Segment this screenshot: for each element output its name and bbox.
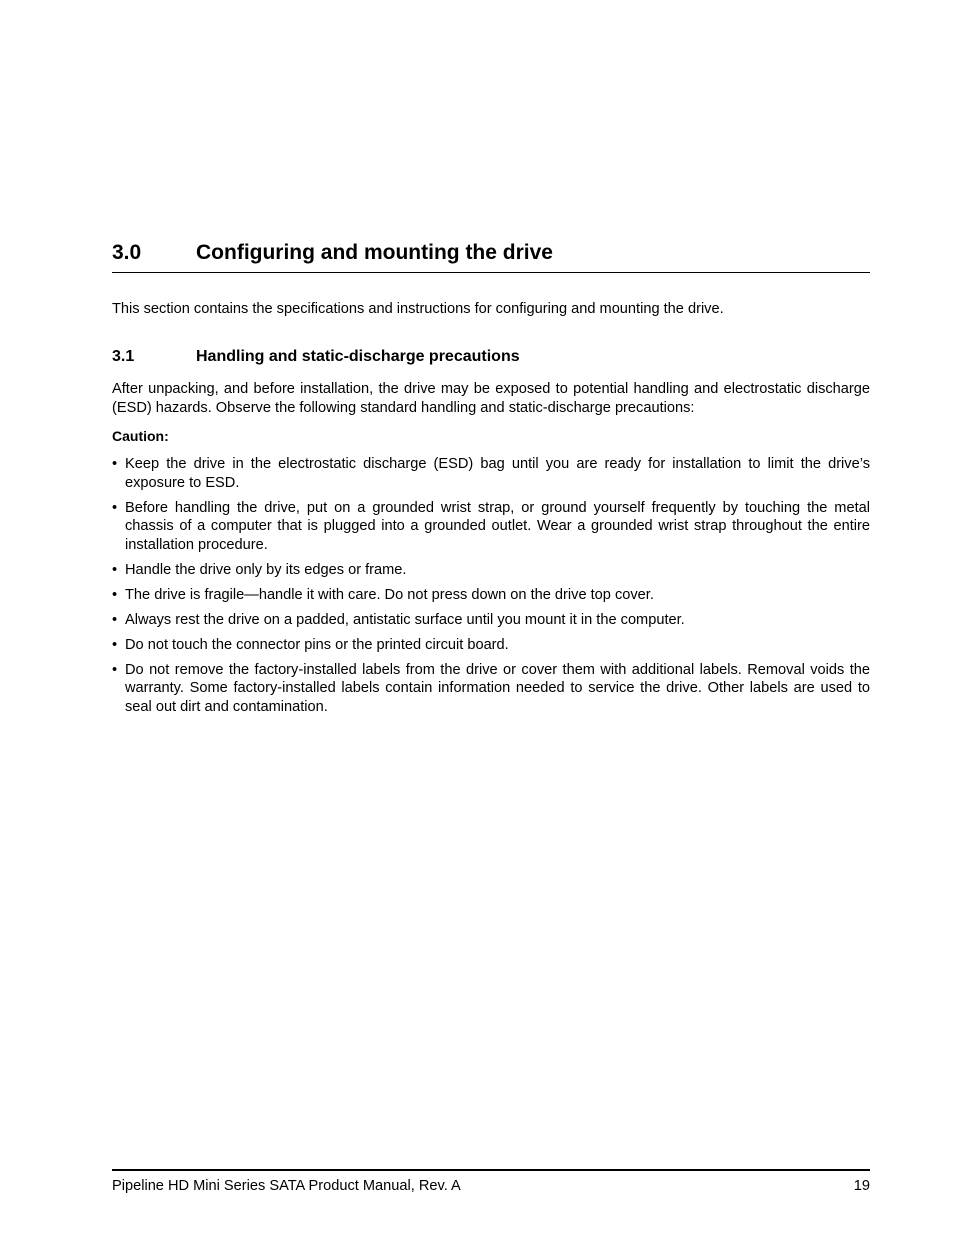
- list-item: [112, 611, 870, 630]
- list-item: [112, 499, 870, 555]
- list-item-text: The drive is fragile—handle it with care. Do not press down on the drive top cover.: [125, 586, 654, 603]
- intro-paragraph: This section contains the specifications and instructions for configuring and mounting the drive.: [112, 301, 724, 317]
- bullet-icon: •: [112, 586, 118, 603]
- bullet-icon: •: [112, 561, 118, 578]
- section-number: 3.0: [112, 241, 142, 264]
- bullet-icon: •: [112, 636, 118, 653]
- bullet-icon: •: [112, 456, 118, 472]
- document-page: [112, 0, 870, 1235]
- list-item: [112, 586, 870, 605]
- list-item-text: Do not touch the connector pins or the printed circuit board.: [125, 636, 509, 653]
- precautions-paragraph: After unpacking, and before installation, the drive may be exposed to potential handling and electrostatic discharge (ESD) hazards. Observe the following standard handling and static-discharge precautions:: [112, 381, 870, 416]
- list-item-text: Do not remove the factory-installed labels from the drive or cover them with additional labels. Removal voids the warranty. Some factory-installed labels contain information needed to service the drive. Other labels are used to seal out dirt and contamination.: [125, 661, 870, 715]
- subsection-number: 3.1: [112, 348, 135, 365]
- list-item: [112, 661, 870, 717]
- precautions-list: [112, 455, 870, 723]
- caution-label: Caution:: [112, 428, 169, 444]
- list-item-text: Keep the drive in the electrostatic discharge (ESD) bag until you are ready for installation to limit the drive’s exposure to ESD.: [125, 456, 870, 491]
- section-heading: [112, 241, 870, 273]
- list-item: [112, 455, 870, 492]
- list-item: [112, 636, 870, 655]
- list-item: [112, 561, 870, 580]
- subsection-title: Handling and static-discharge precautions: [196, 348, 520, 365]
- bullet-icon: •: [112, 661, 118, 678]
- page-footer: [112, 1169, 870, 1194]
- bullet-icon: •: [112, 499, 118, 516]
- bullet-icon: •: [112, 611, 118, 628]
- list-item-text: Handle the drive only by its edges or frame.: [125, 561, 407, 578]
- list-item-text: Always rest the drive on a padded, antistatic surface until you mount it in the computer.: [125, 611, 685, 628]
- list-item-text: Before handling the drive, put on a grounded wrist strap, or ground yourself frequently by touching the metal chassis of a computer that is plugged into a grounded outlet. Wear a grounded wrist strap throughout the entire installation procedure.: [125, 499, 870, 553]
- footer-title: Pipeline HD Mini Series SATA Product Manual, Rev. A: [112, 1178, 461, 1194]
- section-title: Configuring and mounting the drive: [196, 241, 553, 264]
- page-number: 19: [853, 1178, 870, 1194]
